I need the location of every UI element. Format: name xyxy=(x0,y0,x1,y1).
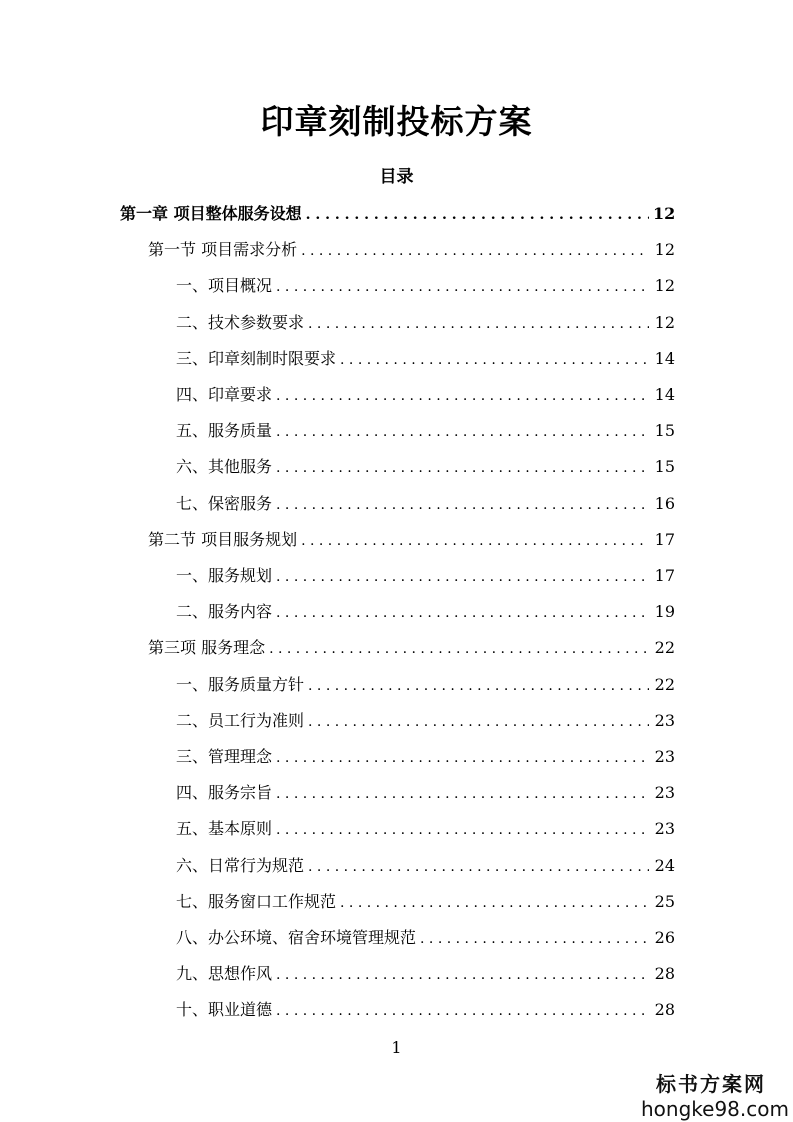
toc-dot-leader xyxy=(308,316,649,332)
toc-dot-leader xyxy=(340,352,649,368)
toc-entry[interactable] xyxy=(176,382,675,406)
toc-entry[interactable] xyxy=(148,237,675,261)
toc-entry[interactable] xyxy=(176,925,675,949)
toc-entry-label: 三、管理理念 xyxy=(176,747,273,766)
toc-entry-label: 二、员工行为准则 xyxy=(176,710,305,730)
toc-dot-leader xyxy=(308,678,649,694)
toc-dot-leader xyxy=(276,424,649,440)
toc-entry-label: 第一章 项目整体服务设想 xyxy=(120,204,302,223)
toc-entry[interactable] xyxy=(176,418,675,442)
toc-entry-label: 第一节 项目需求分析 xyxy=(148,240,298,260)
toc-entry-page: 12 xyxy=(654,276,675,296)
toc-entry[interactable] xyxy=(176,454,675,478)
toc-entry[interactable] xyxy=(176,346,675,370)
toc-entry-page: 14 xyxy=(654,385,675,404)
toc-entry-label: 三、印章刻制时限要求 xyxy=(176,348,337,368)
toc-entry-page: 23 xyxy=(654,710,675,730)
toc-entry-page: 23 xyxy=(654,783,675,803)
toc-dot-leader xyxy=(276,279,649,295)
toc-entry[interactable] xyxy=(176,853,675,877)
toc-entry-page: 15 xyxy=(654,457,675,477)
toc-dot-leader xyxy=(269,641,649,657)
toc-entry[interactable] xyxy=(176,708,675,732)
toc-entry[interactable] xyxy=(176,599,675,623)
toc-entry[interactable] xyxy=(176,744,675,768)
toc-entry-label: 第三项 服务理念 xyxy=(148,638,266,658)
toc-entry-label: 六、其他服务 xyxy=(176,457,273,477)
toc-entry-label: 第二节 项目服务规划 xyxy=(148,529,298,549)
toc-entry-page: 28 xyxy=(654,964,675,984)
toc-entry-page: 22 xyxy=(654,638,675,658)
toc-entry-page: 22 xyxy=(654,674,675,694)
toc-entry[interactable] xyxy=(176,563,675,587)
toc-dot-leader xyxy=(276,1003,649,1019)
toc-entry[interactable] xyxy=(176,780,675,804)
toc-entry[interactable] xyxy=(148,527,675,551)
toc-entry-page: 12 xyxy=(654,312,675,332)
toc-dot-leader xyxy=(276,605,649,621)
watermark-url: hongke98.com xyxy=(641,1097,789,1121)
toc-entry-label: 一、项目概况 xyxy=(176,276,273,296)
toc-entry-label: 五、基本原则 xyxy=(176,819,273,839)
toc-dot-leader xyxy=(276,388,649,404)
toc-entry-label: 九、思想作风 xyxy=(176,964,273,984)
site-watermark xyxy=(641,1068,789,1121)
toc-entry-page: 12 xyxy=(654,240,675,260)
toc-entry-label: 七、保密服务 xyxy=(176,493,273,513)
toc-entry[interactable] xyxy=(120,201,675,225)
toc-entry-label: 八、办公环境、宿舍环境管理规范 xyxy=(176,928,417,947)
toc-entry-page: 25 xyxy=(654,891,675,911)
toc-dot-leader xyxy=(301,533,649,549)
page-number: 1 xyxy=(391,1038,402,1057)
toc-entry-page: 17 xyxy=(654,566,675,585)
toc-entry-page: 23 xyxy=(654,747,675,766)
toc-entry-label: 二、技术参数要求 xyxy=(176,312,305,332)
toc-dot-leader xyxy=(276,967,649,983)
toc-entry[interactable] xyxy=(148,635,675,659)
toc-dot-leader xyxy=(420,931,649,947)
toc-entry-page: 28 xyxy=(654,1000,675,1020)
watermark-site-name: 标书方案网 xyxy=(656,1072,766,1096)
toc-dot-leader xyxy=(276,822,649,838)
toc-entry-page: 14 xyxy=(654,348,675,368)
toc-dot-leader xyxy=(308,714,649,730)
toc-entry-page: 19 xyxy=(654,602,675,622)
toc-dot-leader xyxy=(308,859,649,875)
toc-entry-page: 16 xyxy=(654,493,675,513)
toc-entry-label: 四、服务宗旨 xyxy=(176,783,273,803)
toc-entry-label: 一、服务规划 xyxy=(176,566,273,585)
toc-entry-label: 六、日常行为规范 xyxy=(176,855,305,875)
toc-entry-label: 四、印章要求 xyxy=(176,385,273,404)
toc-dot-leader xyxy=(276,497,649,513)
toc-dot-leader xyxy=(301,243,649,259)
toc-entry-label: 一、服务质量方针 xyxy=(176,674,305,694)
toc-entry-page: 23 xyxy=(654,819,675,839)
toc-entry-label: 二、服务内容 xyxy=(176,602,273,622)
document-title: 印章刻制投标方案 xyxy=(260,102,533,141)
toc-entry[interactable] xyxy=(176,273,675,297)
toc-dot-leader xyxy=(276,569,649,585)
toc-entry-page: 26 xyxy=(654,928,675,947)
toc-entry-label: 十、职业道德 xyxy=(176,1000,273,1020)
toc-heading: 目录 xyxy=(379,167,414,187)
toc-dot-leader xyxy=(276,460,649,476)
toc-dot-leader xyxy=(276,786,649,802)
toc-entry[interactable] xyxy=(176,672,675,696)
toc-entry-label: 五、服务质量 xyxy=(176,421,273,441)
toc-entry[interactable] xyxy=(176,961,675,985)
toc-entry-page: 17 xyxy=(654,529,675,549)
toc-entry-page: 15 xyxy=(654,421,675,441)
toc-entry[interactable] xyxy=(176,816,675,840)
toc-entry[interactable] xyxy=(176,491,675,515)
toc-entry[interactable] xyxy=(176,889,675,913)
toc-entry-page: 12 xyxy=(653,204,676,223)
toc-entry-label: 七、服务窗口工作规范 xyxy=(176,891,337,911)
toc-entry[interactable] xyxy=(176,997,675,1021)
toc-entry[interactable] xyxy=(176,310,675,334)
toc-entry-page: 24 xyxy=(654,855,675,875)
toc-dot-leader xyxy=(306,207,649,223)
toc-dot-leader xyxy=(340,895,649,911)
toc-dot-leader xyxy=(276,750,649,766)
